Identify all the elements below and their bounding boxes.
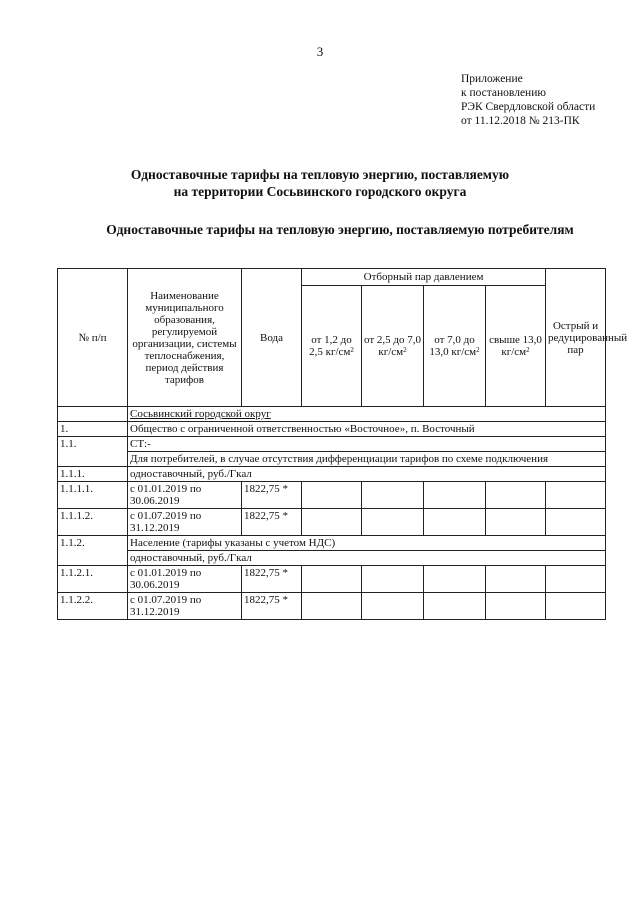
appendix-line: от 11.12.2018 № 213-ПК [461,115,580,127]
water-tariff: 1822,75 * [242,566,302,593]
system-name: СТ:- [128,437,606,452]
header-name: Наименование муниципального образования, регулируемой организации, системы теплоснабжения, период действия тарифов [128,269,242,407]
header-water: Вода [242,269,302,407]
table-row [58,536,606,551]
header-steam-group: Отборный пар давлением [302,269,546,286]
header-pressure-1: от 1,2 до 2,5 $кг/см^2$ [302,286,362,407]
appendix-line: РЭК Свердловской области [461,101,596,113]
row-num: 1.1.1. [58,467,128,482]
document-title [60,166,580,200]
consumers-note: Для потребителей, в случае отсутствия дифференциации тарифов по схеме подключения [128,452,606,467]
row-num: 1.1.1.2. [58,509,128,536]
row-num: 1.1.2. [58,536,128,566]
row-num: 1.1.2.2. [58,593,128,620]
table-header-row [58,269,606,286]
period: с 01.07.2019 по 31.12.2019 [128,509,242,536]
period: с 01.01.2019 по 30.06.2019 [128,566,242,593]
population-name: Население (тарифы указаны с учетом НДС) [128,536,606,551]
period: с 01.01.2019 по 30.06.2019 [128,482,242,509]
table-row [58,437,606,452]
rate-type: одноставочный, руб./Гкал [128,467,606,482]
header-num: № п/п [58,269,128,407]
water-tariff: 1822,75 * [242,593,302,620]
appendix-line: Приложение [461,73,523,85]
row-num: 1.1.1.1. [58,482,128,509]
section-title: Сосьвинский городской округ [128,407,606,422]
document-subtitle: Одноставочные тарифы на тепловую энергию, поставляемую потребителям [106,222,574,237]
table-row [58,551,606,566]
header-pressure-4: свыше 13,0 $кг/см^2$ [486,286,546,407]
table-row [58,452,606,467]
table-row [58,482,606,509]
water-tariff: 1822,75 * [242,509,302,536]
table-row [58,407,606,422]
header-pressure-3: от 7,0 до 13,0 $кг/см^2$ [424,286,486,407]
appendix-line: к постановлению [461,87,546,99]
water-tariff: 1822,75 * [242,482,302,509]
title-line: Одноставочные тарифы на тепловую энергию, поставляемую [130,167,510,182]
row-num: 1. [58,422,128,437]
title-line: на территории Сосьвинского городского округа [173,184,467,199]
org-name: Общество с ограниченной ответственностью «Восточное», п. Восточный [128,422,606,437]
table-row [58,422,606,437]
header-pressure-2: от 2,5 до 7,0 $кг/см^2$ [362,286,424,407]
table-row [58,566,606,593]
tariff-table [57,268,628,620]
header-sharp-steam: Острый и редуцированный пар [546,269,606,407]
table-row [58,593,606,620]
table-row [58,509,606,536]
rate-type: одноставочный, руб./Гкал [128,551,606,566]
period: с 01.07.2019 по 31.12.2019 [128,593,242,620]
page-number: 3 [316,44,324,59]
appendix-note [461,72,595,128]
table-row [58,467,606,482]
row-num: 1.1. [58,437,128,467]
row-num: 1.1.2.1. [58,566,128,593]
